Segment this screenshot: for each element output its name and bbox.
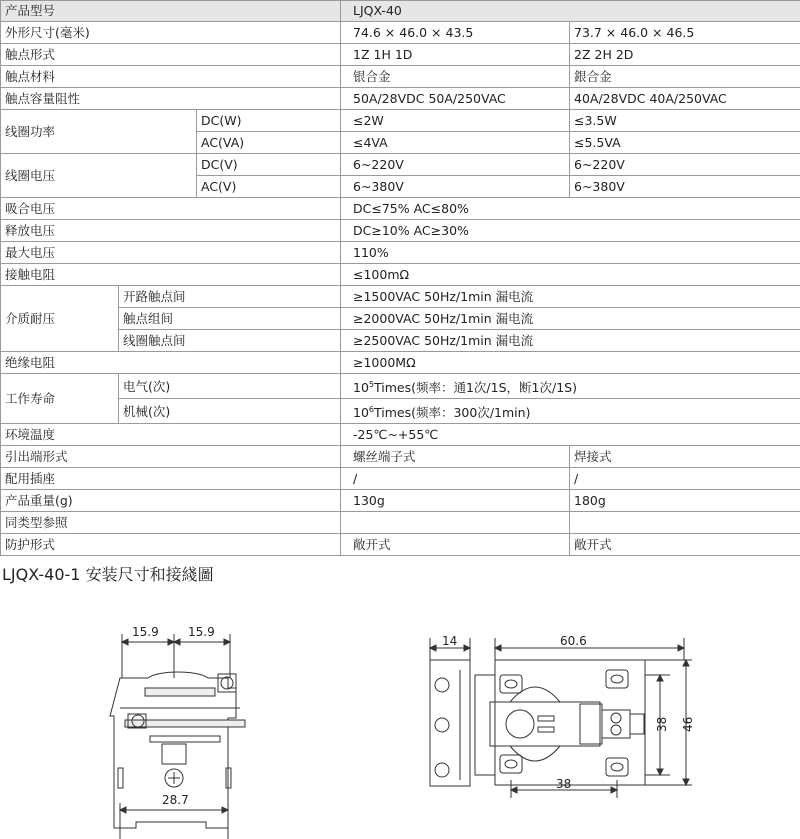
sub-label: AC(V) [197,176,341,198]
row-value: 110% [341,242,800,264]
cell-a: / [341,468,570,490]
cell-a: 螺丝端子式 [341,446,570,468]
row-label: 释放电压 [1,220,341,242]
cell-a: 敞开式 [341,534,570,556]
table-row [1,468,800,490]
row-label: 产品型号 [1,1,341,22]
relay-top-view-drawing [420,630,700,800]
row-value [341,374,800,399]
dim-top-left: 15.9 [132,625,159,639]
dim-top-right: 15.9 [188,625,215,639]
table-row [1,286,800,308]
row-label: 同类型参照 [1,512,341,534]
life-base: 10 [353,380,369,396]
row-label: 外形尺寸(毫米) [1,22,341,44]
dim-bottom: 28.7 [162,793,189,807]
cell-a: 6~380V [341,176,570,198]
dim-bottom: 38 [556,777,572,791]
row-value: DC≥10% AC≥30% [341,220,800,242]
table-row [1,330,800,352]
cell-a: 6~220V [341,154,570,176]
table-row [1,374,800,399]
row-value: ≤100mΩ [341,264,800,286]
cell-b: ≤3.5W [570,110,800,132]
cell-a: 50A/28VDC 50A/250VAC [341,88,570,110]
cell-a: ≤2W [341,110,570,132]
dim-top-right: 60.6 [560,634,587,648]
section-title: LJQX-40-1 安装尺寸和接綫圖 [2,565,214,584]
table-row [1,446,800,468]
cell-b [570,512,800,534]
cell-b: ≤5.5VA [570,132,800,154]
row-label: 产品重量(g) [1,490,341,512]
cell-b: 180g [570,490,800,512]
row-label: 接触电阻 [1,264,341,286]
relay-side-view-drawing [90,618,290,839]
row-value: ≥2500VAC 50Hz/1min 漏电流 [341,330,800,352]
row-value: ≥1000MΩ [341,352,800,374]
table-row [1,66,800,88]
row-label: 环境温度 [1,424,341,446]
table-row [1,110,800,132]
cell-b: 40A/28VDC 40A/250VAC [570,88,800,110]
table-row [1,352,800,374]
row-value: ≥2000VAC 50Hz/1min 漏电流 [341,308,800,330]
table-row [1,534,800,556]
row-value [341,399,800,424]
cell-a: ≤4VA [341,132,570,154]
table-row [1,424,800,446]
cell-b: 焊接式 [570,446,800,468]
row-value: ≥1500VAC 50Hz/1min 漏电流 [341,286,800,308]
row-label: 引出端形式 [1,446,341,468]
cell-a: 130g [341,490,570,512]
row-label: 触点容量阻性 [1,88,341,110]
table-row [1,264,800,286]
row-label: 线圈功率 [1,110,197,154]
table-row [1,308,800,330]
cell-b: 銀合金 [570,66,800,88]
sub-label: 开路触点间 [119,286,341,308]
row-label: 工作寿命 [1,374,119,424]
table-row [1,198,800,220]
cell-a: 银合金 [341,66,570,88]
cell-b: 73.7 × 46.0 × 46.5 [570,22,800,44]
table-row [1,44,800,66]
life-text: Times(频率：通1次/1S，断1次/1S) [374,380,577,396]
life-base: 10 [353,405,369,421]
sub-label: 电气(次) [119,374,341,399]
row-label: 触点形式 [1,44,341,66]
sub-label: 触点组间 [119,308,341,330]
cell-a: 1Z 1H 1D [341,44,570,66]
row-label: 最大电压 [1,242,341,264]
table-row [1,22,800,44]
dim-top-left: 14 [442,634,458,648]
row-label: 吸合电压 [1,198,341,220]
table-row [1,220,800,242]
row-label: 防护形式 [1,534,341,556]
life-exponent: 5 [368,380,374,389]
cell-b: 6~220V [570,154,800,176]
table-row [1,88,800,110]
sub-label: 机械(次) [119,399,341,424]
cell-a: 74.6 × 46.0 × 43.5 [341,22,570,44]
table-row [1,154,800,176]
row-label: 介质耐压 [1,286,119,352]
cell-b: 6~380V [570,176,800,198]
cell-b: 2Z 2H 2D [570,44,800,66]
cell-b: / [570,468,800,490]
row-value: LJQX-40 [341,1,800,22]
row-value: -25℃~+55℃ [341,424,800,446]
table-row [1,490,800,512]
sub-label: DC(W) [197,110,341,132]
dim-side-inner: 38 [655,716,669,732]
cell-a [341,512,570,534]
sub-label: 线圈触点间 [119,330,341,352]
life-text: Times(频率：300次/1min) [374,405,531,421]
row-value: DC≤75% AC≤80% [341,198,800,220]
life-exponent: 6 [368,405,374,415]
row-label: 配用插座 [1,468,341,490]
row-label: 触点材料 [1,66,341,88]
row-label: 绝缘电阻 [1,352,341,374]
table-row [1,242,800,264]
row-label: 线圈电压 [1,154,197,198]
sub-label: DC(V) [197,154,341,176]
dim-side-outer: 46 [681,716,695,732]
table-row [1,1,800,22]
table-row [1,399,800,424]
cell-b: 敞开式 [570,534,800,556]
sub-label: AC(VA) [197,132,341,154]
table-row [1,512,800,534]
